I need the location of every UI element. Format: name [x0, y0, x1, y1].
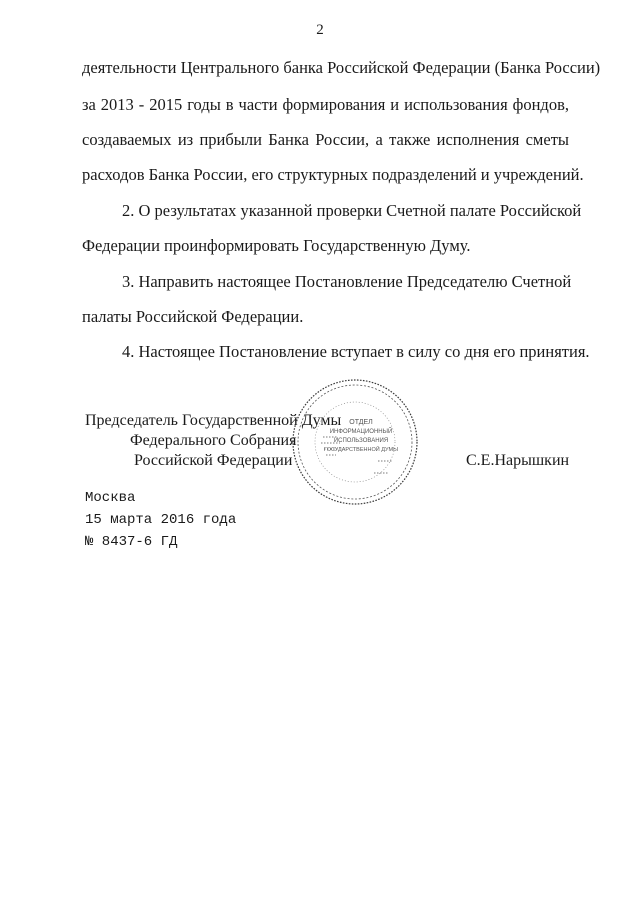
stamp-text-line-2: ИНФОРМАЦИОННЫЙ [329, 429, 393, 435]
document-number: № 8437-6 ГД [85, 534, 178, 550]
paragraph-1-line-4: расходов Банка России, его структурных подразделений и учреждений. [82, 165, 584, 184]
page-number: 2 [316, 22, 324, 38]
paragraph-1-line-2: за 2013 - 2015 годы в части формирования и использования фондов, [82, 95, 569, 114]
paragraph-4-line-1: 4. Настоящее Постановление вступает в силу со дня его принятия. [122, 342, 590, 361]
paragraph-1-line-1: деятельности Центрального банка Российской Федерации (Банка России) [82, 58, 601, 77]
paragraph-1-line-3: создаваемых из прибыли Банка России, а также исполнения сметы [82, 130, 569, 149]
signatory-title-line-2: Федерального Собрания [130, 432, 297, 449]
stamp-text-line-3: ИСПОЛЬЗОВАНИЯ [333, 438, 389, 444]
signatory-title-line-1: Председатель Государственной Думы [85, 412, 342, 429]
signatory-name: С.Е.Нарышкин [466, 452, 570, 469]
signatory-title-line-3: Российской Федерации [134, 452, 293, 469]
paragraph-3-line-1: 3. Направить настоящее Постановление Председателю Счетной [122, 272, 572, 291]
paragraph-3-line-2: палаты Российской Федерации. [82, 307, 304, 326]
document-date: 15 марта 2016 года [85, 512, 237, 528]
paragraph-2-line-2: Федерации проинформировать Государственную Думу. [82, 236, 471, 255]
official-stamp [288, 377, 422, 507]
paragraph-2-line-1: 2. О результатах указанной проверки Счетной палате Российской [122, 201, 582, 220]
stamp-text-line-4: ГОСУДАРСТВЕННОЙ ДУМЫ [324, 447, 398, 453]
stamp-text-line-1: ОТДЕЛ [349, 419, 373, 426]
document-city: Москва [85, 490, 136, 506]
